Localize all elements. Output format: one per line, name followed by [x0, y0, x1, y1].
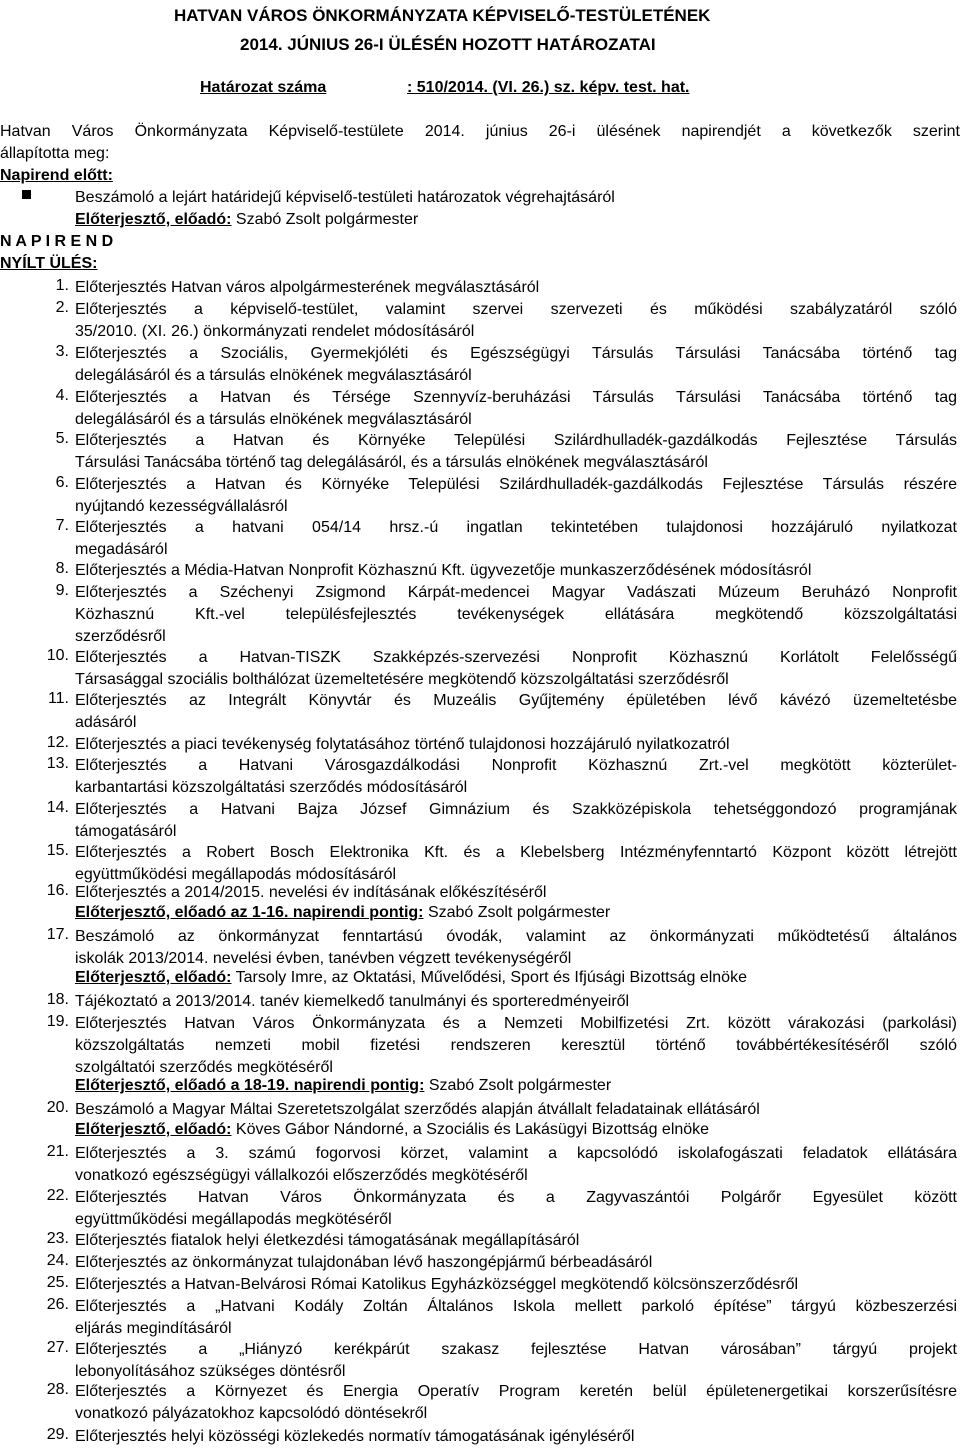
- agenda-item-number: 29.: [46, 1426, 69, 1443]
- agenda-item-number: 23.: [46, 1230, 69, 1247]
- resolution-label: Határozat száma: [200, 79, 327, 96]
- presenter-1-16: [75, 904, 610, 922]
- presenter-17: [75, 969, 747, 987]
- agenda-item-text: [75, 1381, 957, 1425]
- presenter-label: Előterjesztő, előadó:: [75, 1121, 232, 1138]
- agenda-item-text: [75, 430, 957, 474]
- agenda-item-line: Előterjesztés a Széchenyi Zsigmond Kárpát-medencei Magyar Vadászati Múzeum Beruházó Nonprofit: [75, 584, 957, 601]
- agenda-item-line: közszolgáltatás nemzeti mobil fizetési rendszeren keresztül történő továbbértékesítéséről szóló: [75, 1037, 957, 1054]
- agenda-item-number: 2.: [55, 299, 69, 316]
- agenda-item-number: 27.: [46, 1339, 69, 1356]
- agenda-item-line: karbantartási közszolgáltatási szerződés módosításáról: [75, 779, 468, 796]
- agenda-item-line: megadásáról: [75, 541, 168, 558]
- agenda-item-number: 13.: [46, 755, 69, 772]
- agenda-item-text: [75, 1143, 957, 1187]
- resolution-value: : 510/2014. (VI. 26.) sz. képv. test. hat.: [407, 79, 690, 96]
- agenda-item-text: [75, 842, 957, 886]
- agenda-item-line: együttműködési megállapodás megkötéséről: [75, 1211, 392, 1228]
- agenda-item-text: [75, 734, 957, 756]
- agenda-item-line: Előterjesztés a „Hiányzó kerékpárút szakasz fejlesztése Hatvan városában” tárgyú projekt: [75, 1341, 957, 1358]
- agenda-item-line: Előterjesztés a hatvani 054/14 hrsz.-ú ingatlan tekintetében tulajdonosi hozzájáruló nyilatkozat: [75, 519, 957, 536]
- agenda-item-text: [75, 277, 957, 299]
- intro-text-line2: állapította meg:: [0, 145, 110, 162]
- agenda-item-number: 28.: [46, 1381, 69, 1398]
- agenda-item-line: eljárás megindításáról: [75, 1320, 232, 1337]
- agenda-item-line: Előterjesztés a Robert Bosch Elektronika Kft. és a Klebelsberg Intézményfenntartó Központ között létrejött: [75, 844, 957, 861]
- session-heading: NYÍLT ÜLÉS:: [0, 255, 98, 272]
- presenter-name: Szabó Zsolt polgármester: [231, 211, 419, 228]
- agenda-item-number: 22.: [46, 1187, 69, 1204]
- agenda-item-line: Előterjesztés helyi közösségi közlekedés normatív támogatásának igényléséről: [75, 1428, 635, 1445]
- document-title: HATVAN VÁROS ÖNKORMÁNYZATA KÉPVISELŐ-TESTÜLETÉNEK: [174, 6, 711, 25]
- agenda-item-text: [75, 1274, 957, 1296]
- agenda-item-text: [75, 474, 957, 518]
- agenda-item-line: Előterjesztés a piaci tevékenység folytatásához történő tulajdonosi hozzájáruló nyilatkozatról: [75, 736, 730, 753]
- agenda-item-number: 5.: [55, 430, 69, 447]
- agenda-item-line: Közhasznú Kft.-vel településfejlesztés tevékenységek ellátására megkötendő közszolgáltatási: [75, 606, 957, 623]
- agenda-item-number: 14.: [46, 799, 69, 816]
- agenda-item-line: lebonyolításához szükséges döntésről: [75, 1363, 346, 1380]
- pre-agenda-presenter: [75, 211, 418, 229]
- presenter-label: Előterjesztő, előadó a 18-19. napirendi pontig:: [75, 1077, 425, 1094]
- agenda-heading: N A P I R E N D: [0, 233, 114, 250]
- agenda-item-line: Beszámoló a Magyar Máltai Szeretetszolgálat szerződés alapján átvállalt feladatainak ellátásáról: [75, 1101, 760, 1118]
- agenda-item-line: vonatkozó pályázatokhoz kapcsolódó döntésekről: [75, 1405, 428, 1422]
- agenda-item-line: Előterjesztés a Hatvani Bajza József Gimnázium és Szakközépiskola tehetséggondozó programjának: [75, 801, 957, 818]
- agenda-item-text: [75, 1339, 957, 1383]
- agenda-item-text: [75, 560, 957, 582]
- agenda-item-line: 35/2010. (XI. 26.) önkormányzati rendelet módosításáról: [75, 323, 475, 340]
- agenda-item-number: 21.: [46, 1143, 69, 1160]
- bullet-square-icon: [22, 190, 31, 199]
- agenda-item-text: [75, 1426, 957, 1448]
- agenda-item-text: [75, 387, 957, 431]
- agenda-item-line: Előterjesztés a Hatvan-TISZK Szakképzés-szervezési Nonprofit Közhasznú Korlátolt Felelősségű: [75, 649, 957, 666]
- agenda-item-number: 10.: [46, 647, 69, 664]
- agenda-item-number: 25.: [46, 1274, 69, 1291]
- presenter-name: Szabó Zsolt polgármester: [423, 904, 611, 921]
- presenter-label: Előterjesztő, előadó:: [75, 211, 232, 228]
- agenda-item-number: 16.: [46, 882, 69, 899]
- agenda-item-text: [75, 882, 957, 904]
- agenda-item-number: 1.: [55, 277, 69, 294]
- pre-agenda-heading: Napirend előtt:: [0, 167, 113, 184]
- agenda-item-number: 11.: [47, 690, 69, 707]
- agenda-item-number: 7.: [55, 517, 69, 534]
- agenda-item-line: Előterjesztés a Média-Hatvan Nonprofit Közhasznú Kft. ügyvezetője munkaszerződésének módosításról: [75, 562, 812, 579]
- agenda-item-line: Előterjesztés Hatvan Város Önkormányzata és a Zagyvaszántói Polgárőr Egyesület között: [75, 1189, 957, 1206]
- agenda-item-text: [75, 926, 957, 970]
- agenda-item-number: 3.: [55, 343, 69, 360]
- agenda-item-text: [75, 991, 957, 1013]
- presenter-18-19: [75, 1077, 611, 1095]
- agenda-item-text: [75, 755, 957, 799]
- agenda-item-line: Társulási Tanácsába történő tag delegálásáról, és a társulás elnökének megválasztásáról: [75, 454, 708, 471]
- agenda-item-line: szolgáltatói szerződés megkötéséről: [75, 1059, 333, 1076]
- agenda-item-text: [75, 799, 957, 843]
- presenter-name: Köves Gábor Nándorné, a Szociális és Lakásügyi Bizottság elnöke: [231, 1121, 710, 1138]
- agenda-item-number: 8.: [55, 560, 69, 577]
- agenda-item-line: Előterjesztés a Hatvan-Belvárosi Római Katolikus Egyházközséggel megkötendő kölcsönszerződésről: [75, 1276, 799, 1293]
- presenter-label: Előterjesztő, előadó:: [75, 969, 232, 986]
- agenda-item-line: Előterjesztés a Környezet és Energia Operatív Program keretén belül épületenergetikai korszerűsítésre: [75, 1383, 957, 1400]
- agenda-item-line: Előterjesztés fiatalok helyi életkezdési támogatásának megállapításáról: [75, 1232, 580, 1249]
- agenda-item-text: [75, 1230, 957, 1252]
- presenter-label: Előterjesztő, előadó az 1-16. napirendi pontig:: [75, 904, 424, 921]
- agenda-item-line: Előterjesztés Hatvan város alpolgármesterének megválasztásáról: [75, 279, 540, 296]
- agenda-item-number: 12.: [46, 734, 69, 751]
- agenda-item-text: [75, 1296, 957, 1340]
- agenda-item-line: Előterjesztés az Integrált Könyvtár és Muzeális Gyűjtemény épületében lévő kávézó üzemeltetésbe: [75, 692, 957, 709]
- agenda-item-line: adásáról: [75, 714, 137, 731]
- agenda-item-line: delegálásáról és a társulás elnökének megválasztásáról: [75, 367, 472, 384]
- pre-agenda-item: Beszámoló a lejárt határidejű képviselő-testületi határozatok végrehajtásáról: [75, 189, 615, 206]
- presenter-name: Szabó Zsolt polgármester: [424, 1077, 612, 1094]
- agenda-item-line: Előterjesztés a Hatvan és Környéke Települési Szilárdhulladék-gazdálkodás Fejlesztése Társulás részére: [75, 476, 957, 493]
- agenda-item-line: Tájékoztató a 2013/2014. tanév kiemelkedő tanulmányi és sporteredményeiről: [75, 993, 630, 1010]
- agenda-item-line: Előterjesztés a Hatvan és Környéke Települési Szilárdhulladék-gazdálkodás Fejlesztése Társulás: [75, 432, 957, 449]
- agenda-item-number: 15.: [46, 842, 69, 859]
- agenda-item-line: Előterjesztés a „Hatvani Kodály Zoltán Általános Iskola mellett parkoló építése” tárgyú közbeszerzési: [75, 1298, 957, 1315]
- intro-text-line1: Hatvan Város Önkormányzata Képviselő-testülete 2014. június 26-i ülésének napirendjét a következők szerint: [0, 123, 960, 140]
- agenda-item-number: 26.: [46, 1296, 69, 1313]
- agenda-item-line: nyújtandó kezességvállalásról: [75, 498, 288, 515]
- resolution-number: [200, 79, 690, 97]
- agenda-item-text: [75, 1013, 957, 1079]
- agenda-item-number: 18.: [46, 991, 69, 1008]
- document-subtitle: 2014. JÚNIUS 26-I ÜLÉSÉN HOZOTT HATÁROZATAI: [240, 35, 656, 54]
- agenda-item-line: szerződésről: [75, 628, 166, 645]
- agenda-item-number: 19.: [46, 1013, 69, 1030]
- agenda-item-text: [75, 1252, 957, 1274]
- agenda-item-line: Előterjesztés a Hatvan és Térsége Szennyvíz-beruházási Társulás Társulási Tanácsába történő tag: [75, 389, 957, 406]
- agenda-item-line: iskolák 2013/2014. nevelési évben, tanévben végzett tevékenységéről: [75, 950, 572, 967]
- agenda-item-number: 4.: [55, 387, 69, 404]
- agenda-item-line: Előterjesztés a Szociális, Gyermekjóléti és Egészségügyi Társulás Társulási Tanácsába történő tag: [75, 345, 957, 362]
- agenda-item-number: 20.: [46, 1099, 69, 1116]
- agenda-item-text: [75, 299, 957, 343]
- agenda-item-line: Előterjesztés a képviselő-testület, valamint szervei szervezeti és működési szabályzatáról szóló: [75, 301, 957, 318]
- presenter-20: [75, 1121, 709, 1139]
- agenda-item-text: [75, 1187, 957, 1231]
- agenda-item-line: együttműködési megállapodás módosításáról: [75, 866, 397, 883]
- agenda-item-line: Előterjesztés a Hatvani Városgazdálkodási Nonprofit Közhasznú Zrt.-vel megkötött közterület-: [75, 757, 957, 774]
- agenda-item-line: Társasággal szociális bolthálózat üzemeltetésére megkötendő közszolgáltatási szerződésről: [75, 671, 729, 688]
- agenda-item-line: támogatásáról: [75, 823, 177, 840]
- agenda-item-text: [75, 517, 957, 561]
- agenda-item-line: Előterjesztés a 3. számú fogorvosi körzet, valamint a kapcsolódó iskolafogászati feladatok ellátására: [75, 1145, 957, 1162]
- agenda-item-line: Előterjesztés Hatvan Város Önkormányzata és a Nemzeti Mobilfizetési Zrt. között várakozási (parkolási): [75, 1015, 957, 1032]
- agenda-item-text: [75, 582, 957, 648]
- agenda-item-text: [75, 1099, 957, 1121]
- presenter-name: Tarsoly Imre, az Oktatási, Művelődési, Sport és Ifjúsági Bizottság elnöke: [231, 969, 747, 986]
- agenda-item-number: 9.: [55, 582, 69, 599]
- agenda-item-line: Előterjesztés az önkormányzat tulajdonában lévő haszongépjármű bérbeadásáról: [75, 1254, 653, 1271]
- agenda-item-line: Beszámoló az önkormányzat fenntartású óvodák, valamint az önkormányzati működtetésű általános: [75, 928, 957, 945]
- agenda-item-number: 6.: [55, 474, 69, 491]
- agenda-item-text: [75, 343, 957, 387]
- agenda-item-number: 24.: [46, 1252, 69, 1269]
- agenda-item-line: vonatkozó egészségügyi vállalkozói előszerződés megkötéséről: [75, 1167, 528, 1184]
- agenda-item-number: 17.: [46, 926, 69, 943]
- agenda-item-line: delegálásáról és a társulás elnökének megválasztásáról: [75, 411, 472, 428]
- agenda-item-text: [75, 647, 957, 691]
- agenda-item-line: Előterjesztés a 2014/2015. nevelési év indításának előkészítéséről: [75, 884, 547, 901]
- agenda-item-text: [75, 690, 957, 734]
